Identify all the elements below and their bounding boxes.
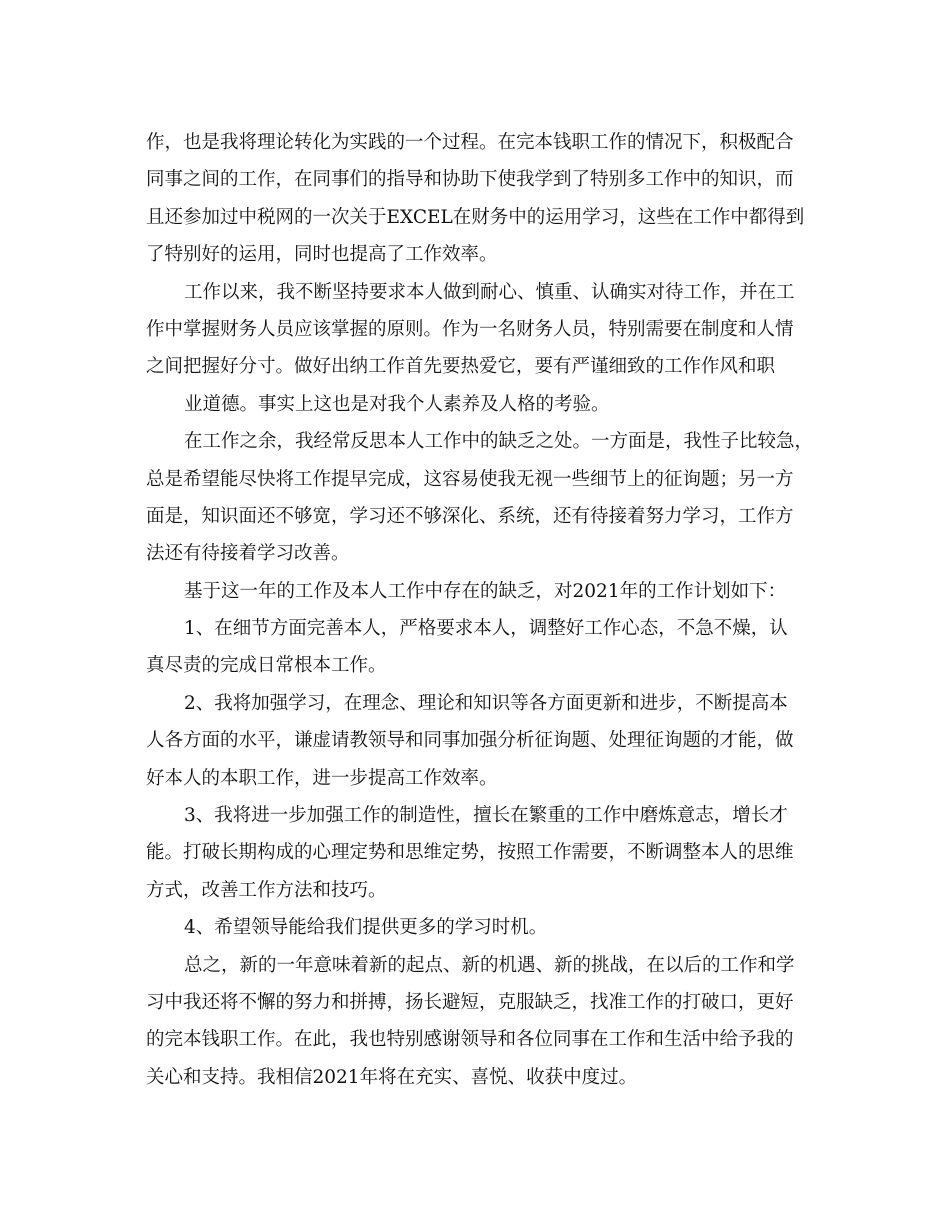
text-line: 能。打破长期构成的心理定势和思维定势，按照工作需要，不断调整本人的思维: [146, 842, 794, 864]
text-line: 2、我将加强学习，在理念、理论和知识等各方面更新和进步，不断提高本: [184, 692, 788, 714]
text-line: 方式，改善工作方法和技巧。: [146, 879, 387, 901]
text-line: 总之，新的一年意味着新的起点、新的机遇、新的挑战，在以后的工作和学: [184, 954, 795, 976]
text-line: 4、希望领导能给我们提供更多的学习时机。: [184, 917, 548, 939]
text-line: 法还有待接着学习改善。: [146, 543, 350, 565]
text-line: 在工作之余，我经常反思本人工作中的缺乏之处。一方面是，我性子比较急，: [184, 431, 814, 453]
text-line: 真尽责的完成日常根本工作。: [146, 655, 387, 677]
text-line: 习中我还将不懈的努力和拼搏，扬长避短，克服缺乏，找准工作的打破口，更好: [146, 991, 794, 1013]
text-line: 人各方面的水平，谦虚请教领导和同事加强分析征询题、处理征询题的才能，做: [146, 730, 794, 752]
text-line: 了特别好的运用，同时也提高了工作效率。: [146, 244, 498, 266]
text-line: 作中掌握财务人员应该掌握的原则。作为一名财务人员，特别需要在制度和人情: [146, 318, 794, 340]
text-line: 总是希望能尽快将工作提早完成，这容易使我无视一些细节上的征询题；另一方: [146, 468, 794, 490]
text-line: 好本人的本职工作，进一步提高工作效率。: [146, 767, 498, 789]
text-line: 1、在细节方面完善本人，严格要求本人，调整好工作心态，不急不燥，认: [184, 618, 788, 640]
text-line: 同事之间的工作，在同事们的指导和协助下使我学到了特别多工作中的知识，而: [146, 169, 794, 191]
text-line: 工作以来，我不断坚持要求本人做到耐心、慎重、认确实对待工作，并在工: [184, 281, 795, 303]
text-line: 基于这一年的工作及本人工作中存在的缺乏，对2021年的工作计划如下：: [184, 580, 787, 602]
text-line: 业道德。事实上这也是对我个人素养及人格的考验。: [184, 393, 610, 415]
text-line: 之间把握好分寸。做好出纳工作首先要热爱它，要有严谨细致的工作作风和职: [146, 356, 776, 378]
text-line: 面是，知识面还不够宽，学习还不够深化、系统，还有待接着努力学习，工作方: [146, 505, 794, 527]
text-line: 的完本钱职工作。在此，我也特别感谢领导和各位同事在工作和生活中给予我的: [146, 1029, 794, 1051]
text-line: 3、我将进一步加强工作的制造性，擅长在繁重的工作中磨炼意志，增长才: [184, 805, 788, 827]
text-line: 关心和支持。我相信2021年将在充实、喜悦、收获中度过。: [146, 1066, 638, 1088]
document-body: [146, 124, 814, 1096]
text-line: 作，也是我将理论转化为实践的一个过程。在完本钱职工作的情况下，积极配合: [146, 132, 794, 153]
text-line: 且还参加过中税网的一次关于EXCEL在财务中的运用学习，这些在工作中都得到: [146, 206, 805, 228]
